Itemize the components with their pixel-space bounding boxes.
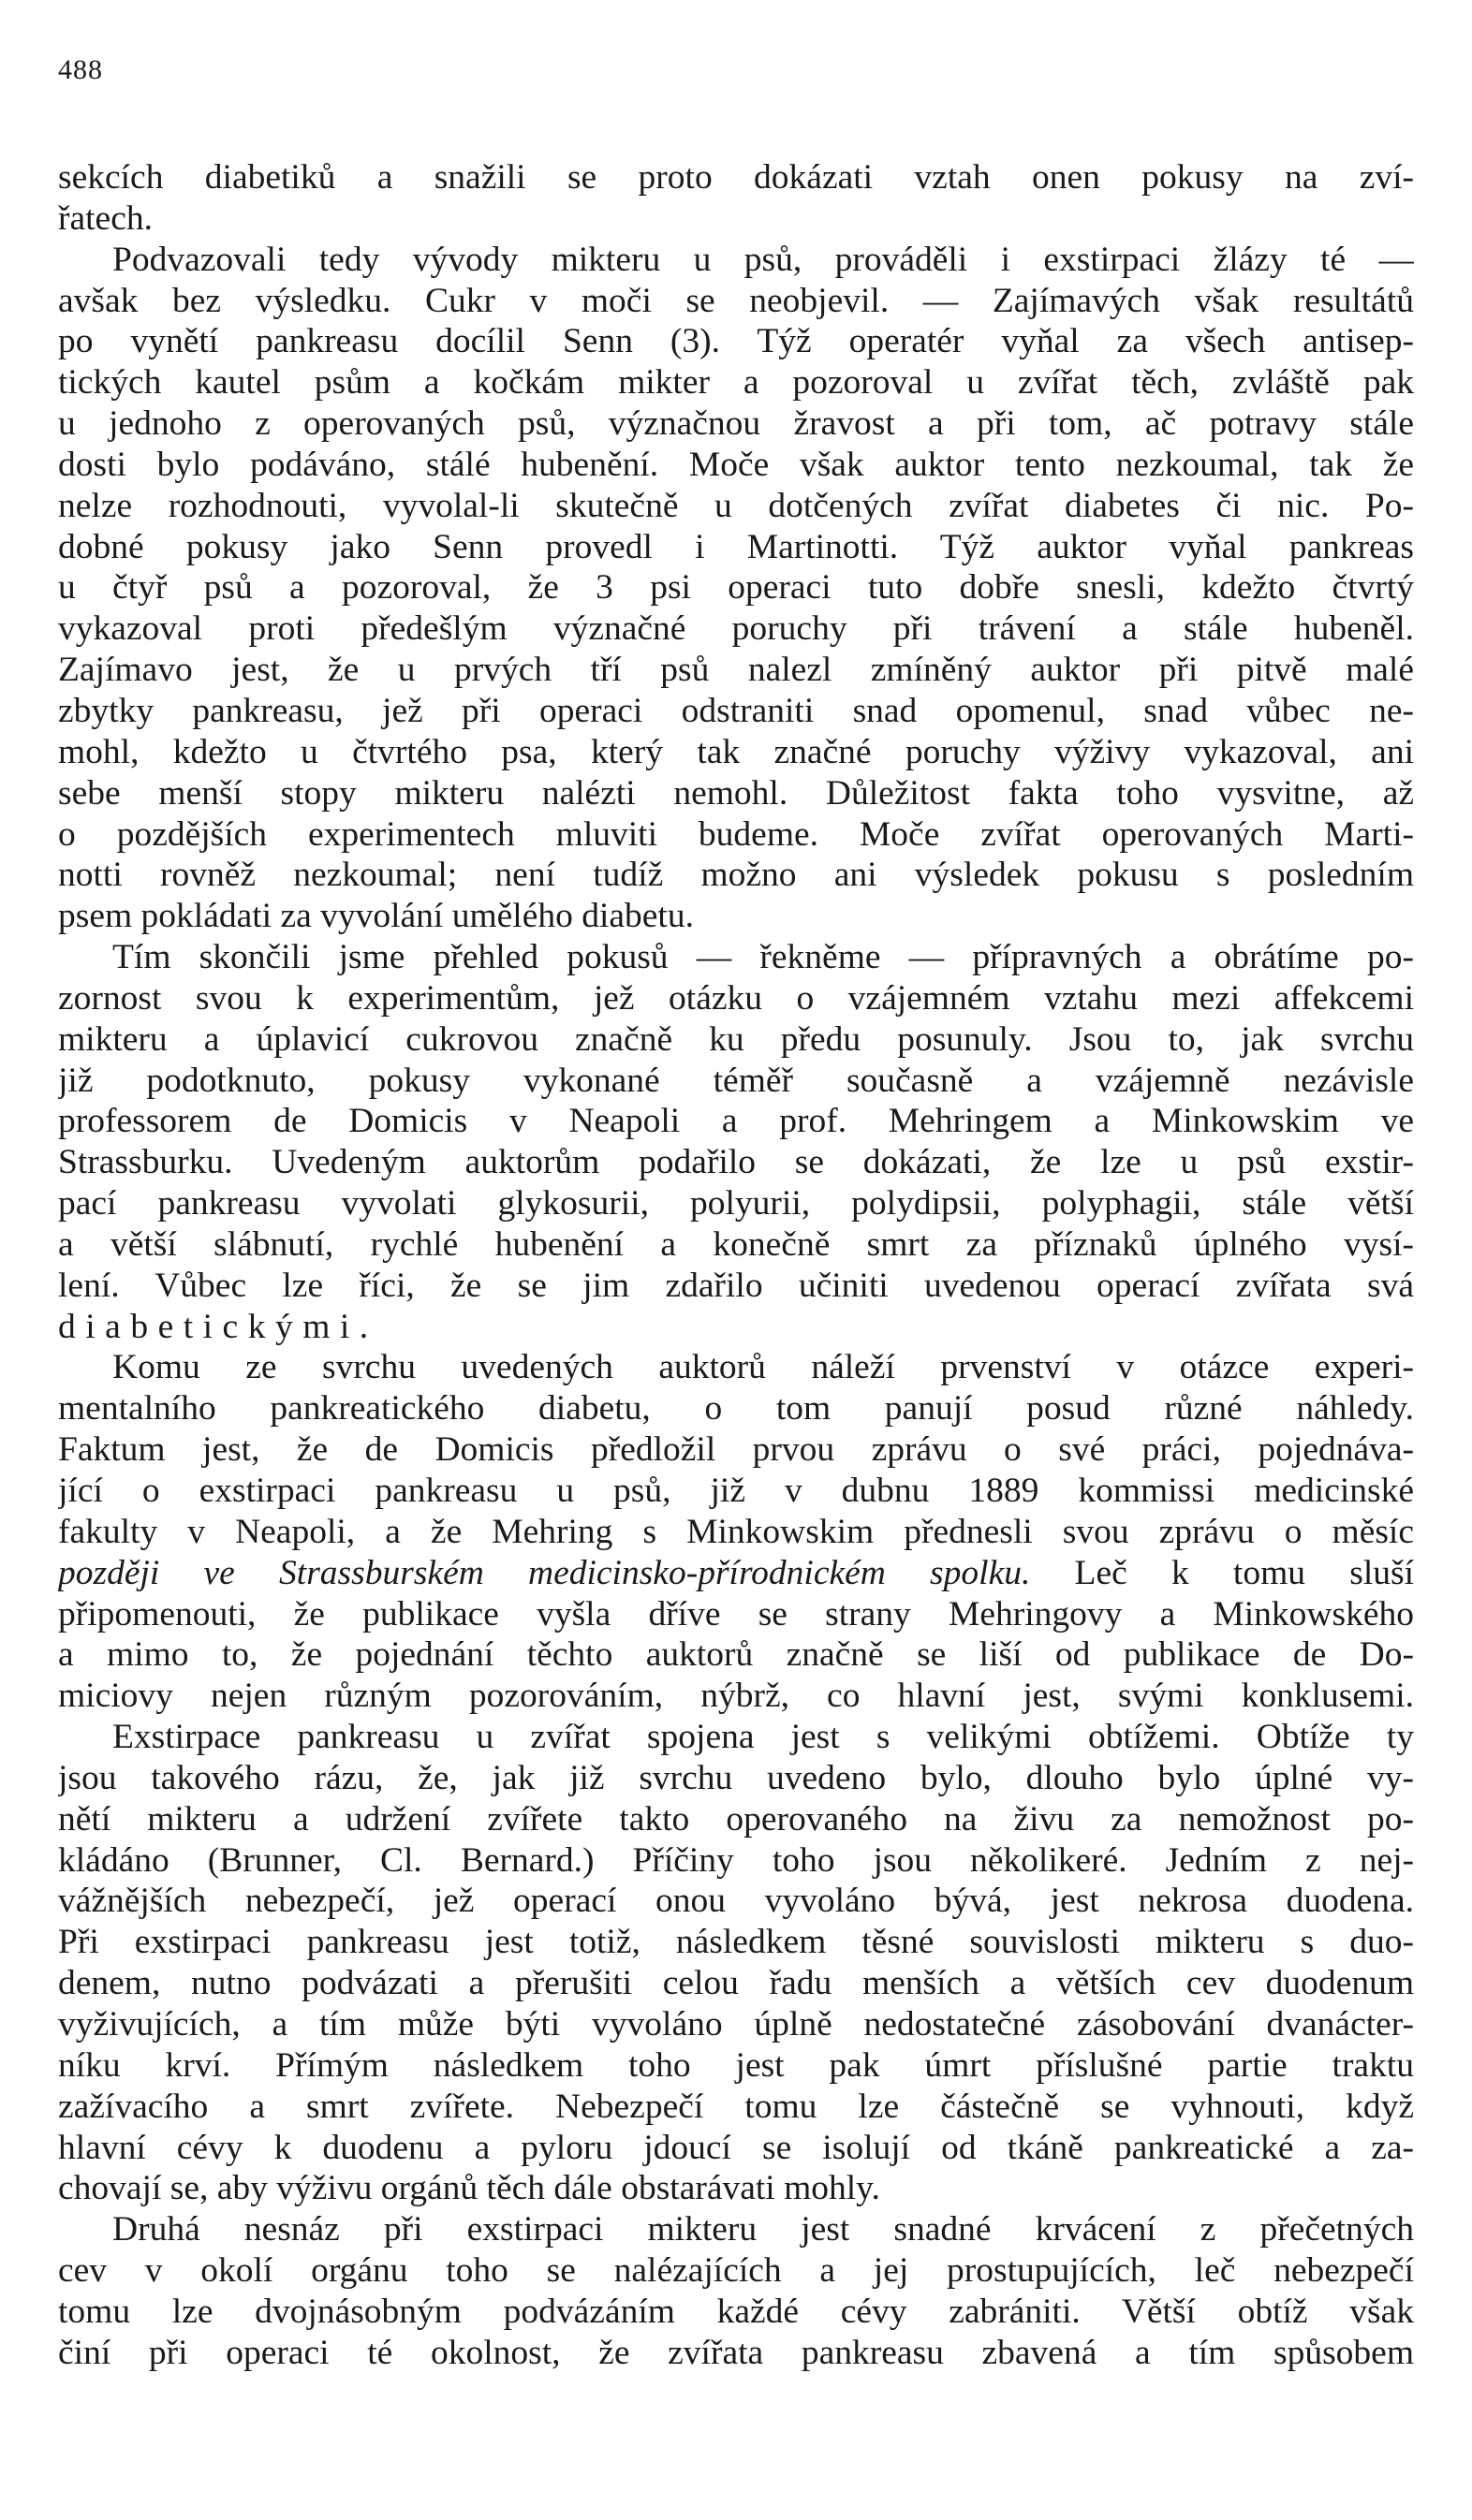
page-body xyxy=(58,157,1414,2374)
text-span: notti rovněž nezkoumal; není tudíž možno ani výsledek pokusu s posledním xyxy=(58,856,1414,895)
text-span: vážnějších nebezpečí, jež operací onou vyvoláno bývá, jest nekrosa duodena. xyxy=(58,1882,1414,1921)
text-line xyxy=(58,1676,1414,1717)
text-line xyxy=(58,855,1414,896)
text-line xyxy=(58,1388,1414,1429)
text-span: mikteru a úplavicí cukrovou značně ku předu posunuly. Jsou to, jak svrchu xyxy=(58,1019,1414,1059)
text-line xyxy=(58,608,1414,650)
text-span: po vynětí pankreasu docílil Senn (3). Týž operatér vyňal za všech antisep- xyxy=(58,322,1414,361)
text-line xyxy=(58,691,1414,732)
text-line xyxy=(58,1224,1414,1266)
text-line xyxy=(58,527,1414,568)
text-line xyxy=(58,978,1414,1019)
text-line xyxy=(58,1553,1414,1594)
text-span: hlavní cévy k duodenu a pyloru jdoucí se isolují od tkáně pankreatické a za- xyxy=(58,2128,1414,2167)
text-line xyxy=(58,1963,1414,2004)
text-line xyxy=(58,281,1414,322)
text-line xyxy=(58,814,1414,856)
text-span: Faktum jest, že de Domicis předložil prvou zprávu o své práci, pojednáva- xyxy=(58,1430,1414,1470)
text-line xyxy=(58,240,1414,281)
text-span: kládáno (Brunner, Cl. Bernard.) Příčiny toho jsou několikeré. Jedním z nej- xyxy=(58,1840,1414,1880)
text-line xyxy=(58,445,1414,486)
text-span: tomu lze dvojnásobným podvázáním každé cévy zabrániti. Větší obtíž však xyxy=(58,2292,1414,2331)
text-line xyxy=(58,1922,1414,1963)
text-line xyxy=(58,1101,1414,1142)
text-span: avšak bez výsledku. Cukr v moči se neobjevil. — Zajímavých však resultátů xyxy=(58,281,1414,320)
text-span: jsou takového rázu, že, jak již svrchu uvedeno bylo, dlouho bylo úplné vy- xyxy=(58,1758,1414,1797)
text-span: Leč k tomu sluší xyxy=(1030,1553,1414,1592)
text-span: vyživujících, a tím může býti vyvoláno úplně nedostatečné zásobování dvanácter- xyxy=(58,2004,1414,2044)
text-line xyxy=(58,1429,1414,1471)
text-span: tických kautel psům a kočkám mikter a pozoroval u zvířat těch, zvláště pak xyxy=(58,363,1414,403)
text-line xyxy=(58,773,1414,814)
text-span: zažívacího a smrt zvířete. Nebezpečí tomu lze částečně se vyhnouti, když xyxy=(58,2087,1414,2126)
text-span: zornost svou k experimentům, jež otázku o vzájemném vztahu mezi affekcemi xyxy=(58,978,1414,1018)
text-span: pací pankreasu vyvolati glykosurii, polyurii, polydipsii, polyphagii, stále větší xyxy=(58,1184,1414,1223)
text-line xyxy=(58,321,1414,362)
text-line xyxy=(58,1307,1414,1348)
text-line xyxy=(58,2045,1414,2087)
text-line xyxy=(58,403,1414,445)
text-line xyxy=(58,1512,1414,1553)
text-span: sebe menší stopy mikteru nalézti nemohl. Důležitost fakta toho vysvitne, až xyxy=(58,773,1414,813)
text-line xyxy=(58,732,1414,773)
text-line xyxy=(58,1799,1414,1840)
text-span: připomenouti, že publikace vyšla dříve se strany Mehringovy a Minkowského xyxy=(58,1594,1414,1634)
text-span: jící o exstirpaci pankreasu u psů, již v dubnu 1889 kommissi medicinské xyxy=(58,1472,1414,1510)
text-line xyxy=(58,2250,1414,2292)
text-span: dobné pokusy jako Senn provedl i Martinotti. Týž auktor vyňal pankreas xyxy=(58,527,1414,566)
text-span: zbytky pankreasu, jež při operaci odstraniti snad opomenul, snad vůbec ne- xyxy=(58,691,1414,730)
text-span: Komu ze svrchu uvedených auktorů náleží prvenství v otázce experi- xyxy=(112,1348,1414,1387)
text-line xyxy=(58,1840,1414,1882)
text-line xyxy=(58,1061,1414,1102)
text-line xyxy=(58,2333,1414,2374)
text-line xyxy=(58,2128,1414,2169)
text-line xyxy=(58,1594,1414,1635)
text-span: o pozdějších experimentech mluviti budeme. Moče zvířat operovaných Marti- xyxy=(58,814,1414,854)
text-span: a mimo to, že pojednání těchto auktorů značně se liší od publikace de Do- xyxy=(58,1635,1414,1675)
text-span: Zajímavo jest, že u prvých tří psů nalezl zmíněný auktor při pitvě malé xyxy=(58,651,1414,690)
text-span: denem, nutno podvázati a přerušiti celou řadu menších a větších cev duodenum xyxy=(58,1964,1414,2003)
text-line xyxy=(58,937,1414,978)
text-line xyxy=(58,1717,1414,1758)
text-line xyxy=(58,1266,1414,1307)
text-span: Exstirpace pankreasu u zvířat spojena jest s velikými obtížemi. Obtíže ty xyxy=(112,1718,1414,1757)
text-span: Tím skončili jsme přehled pokusů — řekněme — přípravných a obrátíme po- xyxy=(112,938,1414,977)
text-span: cev v okolí orgánu toho se nalézajících a jej prostupujících, leč nebezpečí xyxy=(58,2251,1414,2291)
text-span: psem pokládati za vyvolání umělého diabetu. xyxy=(58,897,694,936)
text-line xyxy=(58,1634,1414,1676)
text-line xyxy=(58,1142,1414,1183)
text-line xyxy=(58,1019,1414,1061)
text-span: chovají se, aby výživu orgánů těch dále obstarávati mohly. xyxy=(58,2169,880,2208)
text-span: nětí mikteru a udržení zvířete takto operovaného na živu za nemožnost po- xyxy=(58,1799,1414,1839)
text-line xyxy=(58,2004,1414,2045)
text-span: fakulty v Neapoli, a že Mehring s Minkowskim přednesli svou zprávu o měsíc xyxy=(58,1512,1414,1551)
text-span: vykazoval proti předešlým význačné poruchy při trávení a stále hubeněl. xyxy=(58,609,1414,649)
text-span: miciovy nejen různým pozorováním, nýbrž, co hlavní jest, svými konklusemi. xyxy=(58,1677,1414,1716)
text-line xyxy=(58,486,1414,527)
text-span: sekcích diabetiků a snažili se proto dokázati vztah onen pokusy na zví- xyxy=(58,158,1414,197)
text-line xyxy=(58,650,1414,691)
text-line xyxy=(58,1881,1414,1922)
text-span: lení. Vůbec lze říci, že se jim zdařilo učiniti uvedenou operací zvířata svá xyxy=(58,1266,1414,1305)
text-span: řatech. xyxy=(58,198,153,238)
text-line xyxy=(58,2168,1414,2209)
text-span: Druhá nesnáz při exstirpaci mikteru jest snadné krvácení z přečetných xyxy=(112,2210,1414,2249)
text-span: Podvazovali tedy vývody mikteru u psů, prováděli i exstirpaci žlázy té — xyxy=(112,240,1414,279)
text-span: dosti bylo podáváno, stálé hubenění. Moče však auktor tento nezkoumal, tak že xyxy=(58,445,1414,484)
text-line xyxy=(58,198,1414,240)
text-line xyxy=(58,362,1414,403)
text-span: u jednoho z operovaných psů, význačnou žravost a při tom, ač potravy stále xyxy=(58,404,1414,444)
text-span: u čtyř psů a pozoroval, že 3 psi operaci tuto dobře snesli, kdežto čtvrtý xyxy=(58,568,1414,608)
text-line xyxy=(58,1758,1414,1799)
text-line xyxy=(58,567,1414,608)
text-span: níku krví. Přímým následkem toho jest pak úmrt příslušné partie traktu xyxy=(58,2045,1414,2085)
text-span: professorem de Domicis v Neapoli a prof. Mehringem a Minkowskim ve xyxy=(58,1102,1414,1141)
text-span: Při exstirpaci pankreasu jest totiž, následkem těsné souvislosti mikteru s duo- xyxy=(58,1923,1414,1962)
italic-phrase: později ve Strassburském medicinsko-přírodnickém spolku. xyxy=(58,1553,1031,1592)
text-span: Strassburku. Uvedeným auktorům podařilo se dokázati, že lze u psů exstir- xyxy=(58,1143,1414,1182)
text-span: již podotknuto, pokusy vykonané téměř současně a vzájemně nezávisle xyxy=(58,1061,1414,1100)
text-line xyxy=(58,2087,1414,2128)
text-span: mohl, kdežto u čtvrtého psa, který tak značné poruchy výživy vykazoval, ani xyxy=(58,732,1414,771)
text-line xyxy=(58,2292,1414,2333)
page-number: 488 xyxy=(58,54,103,85)
text-line xyxy=(58,1183,1414,1224)
text-line xyxy=(58,896,1414,937)
text-line xyxy=(58,1471,1414,1512)
text-line xyxy=(58,157,1414,198)
text-span: nelze rozhodnouti, vyvolal-li skutečně u dotčených zvířat diabetes či nic. Po- xyxy=(58,486,1414,525)
text-span: činí při operaci té okolnost, že zvířata pankreasu zbavená a tím spůsobem xyxy=(58,2333,1414,2372)
text-span: a větší slábnutí, rychlé hubenění a konečně smrt za příznaků úplného vysí- xyxy=(58,1224,1414,1264)
text-span: mentalního pankreatického diabetu, o tom panují posud různé náhledy. xyxy=(58,1389,1414,1428)
text-line xyxy=(58,2209,1414,2250)
text-line xyxy=(58,1347,1414,1388)
text-span: diabetickými. xyxy=(58,1307,378,1346)
